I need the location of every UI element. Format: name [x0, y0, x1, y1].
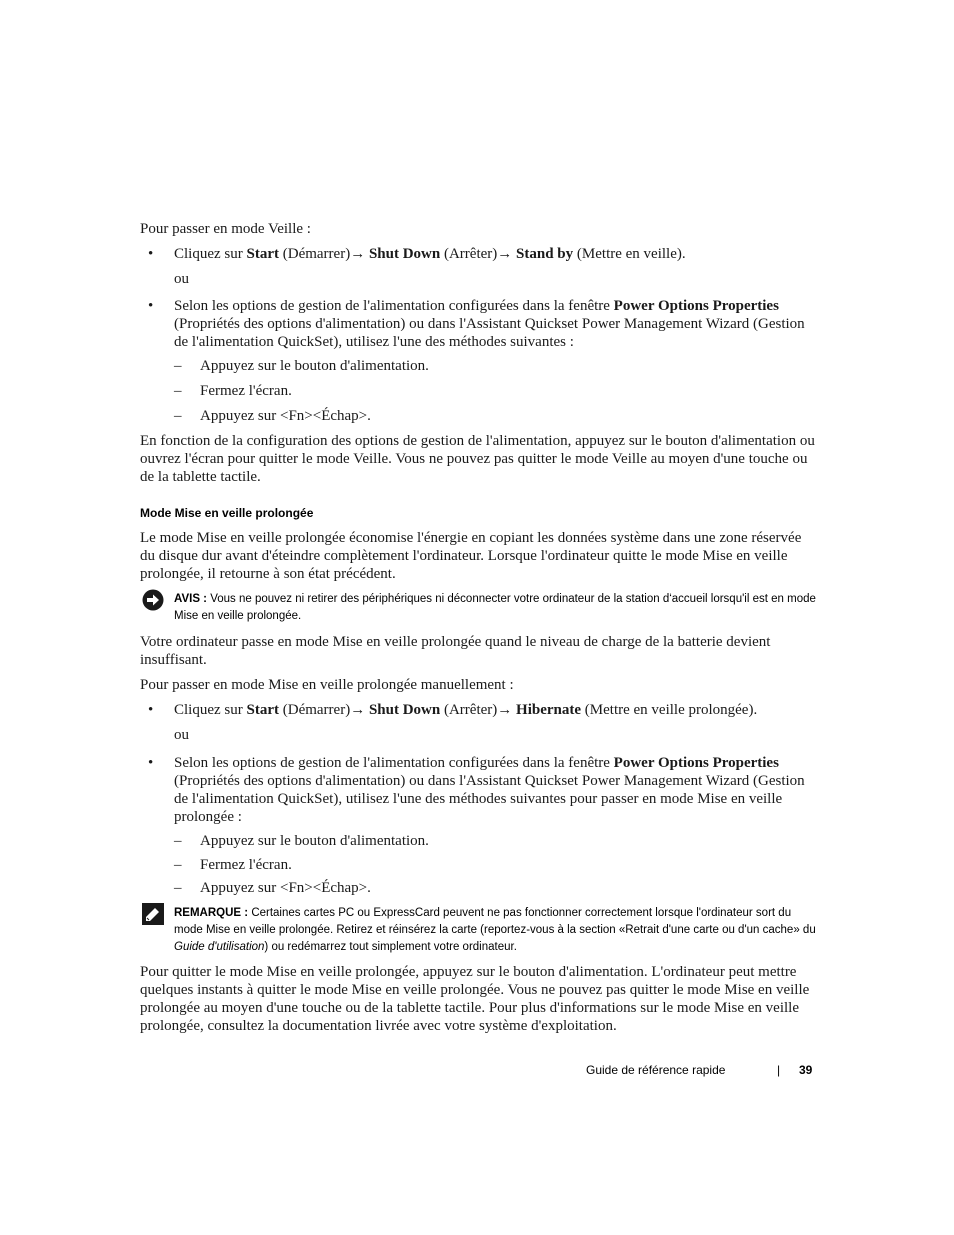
dash-item-text: Fermez l'écran. — [200, 857, 292, 873]
power-options-label: Power Options Properties — [613, 755, 779, 771]
shutdown-label: Shut Down — [368, 702, 441, 718]
arrow-icon: → — [497, 246, 513, 262]
bullet-marker: • — [148, 702, 154, 718]
page-number: 39 — [799, 1063, 813, 1077]
low-battery-paragraph: Votre ordinateur passe en mode Mise en veille prolongée quand le niveau de charge de la batterie devient insuffisant. — [140, 634, 771, 668]
text-run: (Propriétés des options d'alimentation) ou dans l'Assistant Quickset Power Management Wizard (Gestion de l'alimentation QuickSet), utilisez l'une des méthodes suivantes : — [174, 316, 805, 350]
guide-title: Guide d'utilisation — [174, 941, 265, 953]
hibernate-bullet-1 — [140, 701, 815, 721]
dash-marker: – — [174, 358, 182, 374]
dash-item-text: Appuyez sur <Fn><Échap>. — [200, 408, 371, 424]
dash-item — [140, 407, 815, 427]
or-separator: ou — [174, 271, 189, 287]
text-run: (Démarrer) — [279, 702, 351, 718]
remark — [174, 905, 816, 956]
section-heading: Mode Mise en veille prolongée — [140, 506, 314, 520]
notice — [174, 591, 816, 625]
quit-veille-paragraph: En fonction de la configuration des options de gestion de l'alimentation, appuyez sur le bouton d'alimentation ou ouvrez l'écran pour quitter le mode Veille. Vous ne pouvez pas quitter le mode Veille au moyen d'une touche ou de la tablette tactile. — [140, 433, 815, 485]
dash-item — [140, 357, 815, 377]
bullet-marker: • — [148, 755, 154, 771]
dash-marker: – — [174, 880, 182, 896]
or-separator: ou — [174, 727, 189, 743]
notice-text: Vous ne pouvez ni retirer des périphériques ni déconnecter votre ordinateur de la station d‘accueil lorsqu'il est en mode Mise en veille prolongée. — [174, 593, 816, 622]
arrow-icon: → — [350, 246, 366, 262]
notice-label: AVIS : — [174, 593, 211, 605]
text-run: (Démarrer) — [279, 246, 351, 262]
dash-marker: – — [174, 383, 182, 399]
remark-pencil-icon — [142, 903, 164, 925]
hibernate-bullet-2-text — [174, 754, 814, 826]
text-run: Selon les options de gestion de l'alimentation configurées dans la fenêtre — [174, 298, 614, 314]
veille-bullet-2-text — [174, 297, 814, 351]
dash-item — [140, 832, 815, 852]
dash-item — [140, 382, 815, 402]
dash-item — [140, 856, 815, 876]
hibernate-description: Le mode Mise en veille prolongée économise l'énergie en copiant les données système dans une zone réservée du disque dur avant d'éteindre complètement l'ordinateur. Lorsque l'ordinateur quitte le mode Mise en veille prolongée, il retourne à son état précédent. — [140, 530, 802, 582]
remark-text: ) ou redémarrez tout simplement votre ordinateur. — [264, 941, 517, 953]
text-run: (Mettre en veille prolongée). — [581, 702, 758, 718]
dash-item-text: Appuyez sur le bouton d'alimentation. — [200, 358, 429, 374]
veille-bullet-1 — [140, 245, 815, 265]
hibernate-bullet-2 — [140, 754, 815, 828]
dash-marker: – — [174, 857, 182, 873]
text-run: Cliquez sur — [174, 246, 247, 262]
text-run: Selon les options de gestion de l'alimentation configurées dans la fenêtre — [174, 755, 614, 771]
dash-item-text: Appuyez sur <Fn><Échap>. — [200, 880, 371, 896]
bullet-marker: • — [148, 298, 154, 314]
text-run: (Mettre en veille). — [573, 246, 686, 262]
shutdown-label: Shut Down — [368, 246, 441, 262]
footer-separator: | — [777, 1063, 781, 1077]
text-run: (Propriétés des options d'alimentation) ou dans l'Assistant Quickset Power Management Wizard (Gestion de l'alimentation QuickSet), utilisez l'une des méthodes suivantes pour passer en mode Mise en veille prolongée : — [174, 773, 805, 825]
remark-text: Certaines cartes PC ou ExpressCard peuvent ne pas fonctionner correctement lorsque l'ordinateur sort du mode Mise en veille prolongée. Retirez et réinsérez la carte (reportez-vous à la section «Retrait d'une carte ou d'un cache» du — [174, 907, 816, 936]
intro-veille: Pour passer en mode Veille : — [140, 221, 311, 237]
footer-title: Guide de référence rapide — [586, 1063, 726, 1077]
bullet-marker: • — [148, 246, 154, 262]
dash-item — [140, 879, 815, 899]
dash-marker: – — [174, 408, 182, 424]
start-label: Start — [246, 246, 279, 262]
quit-hibernate-paragraph: Pour quitter le mode Mise en veille prolongée, appuyez sur le bouton d'alimentation. L'ordinateur peut mettre quelques instants à quitter le mode Mise en veille prolongée. Vous ne pouvez pas quitter le mode Mise en veille prolongée au moyen d'une touche ou de la tablette tactile. Pour plus d'informations sur le mode Mise en veille prolongée, consultez la documentation livrée avec votre système d'exploitation. — [140, 964, 810, 1034]
veille-bullet-1-text — [174, 245, 814, 263]
text-run: (Arrêter) — [440, 702, 498, 718]
power-options-label: Power Options Properties — [613, 298, 779, 314]
hibernate-label: Hibernate — [516, 702, 582, 718]
hibernate-bullet-1-text — [174, 701, 814, 719]
dash-item-text: Fermez l'écran. — [200, 383, 292, 399]
dash-item-text: Appuyez sur le bouton d'alimentation. — [200, 833, 429, 849]
start-label: Start — [246, 702, 279, 718]
veille-bullet-2 — [140, 297, 815, 353]
arrow-icon: → — [497, 702, 513, 718]
arrow-icon: → — [350, 702, 366, 718]
standby-label: Stand by — [516, 246, 574, 262]
dash-marker: – — [174, 833, 182, 849]
text-run: (Arrêter) — [440, 246, 498, 262]
intro-hibernate: Pour passer en mode Mise en veille prolongée manuellement : — [140, 677, 514, 693]
text-run: Cliquez sur — [174, 702, 247, 718]
notice-arrow-icon — [142, 589, 164, 611]
remark-label: REMARQUE : — [174, 907, 252, 919]
